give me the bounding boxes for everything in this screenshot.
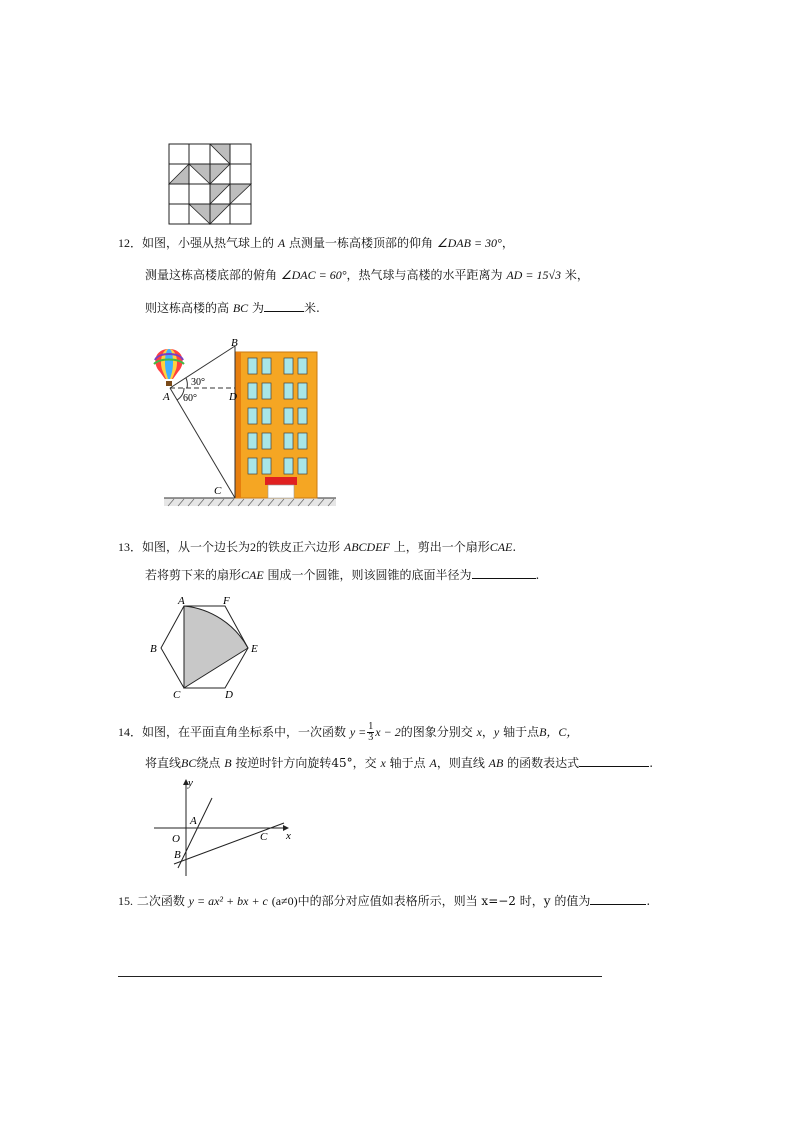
label-D: D	[229, 391, 237, 403]
q13-line-1	[118, 539, 516, 555]
q14-func-lhs: y =	[349, 725, 367, 739]
label-y: y	[188, 777, 193, 789]
q14-text: 将直线	[145, 756, 182, 770]
q14-line-2	[145, 754, 653, 771]
q12-building-figure	[150, 334, 340, 509]
label-C: C	[260, 831, 268, 843]
q13-text: .	[512, 540, 517, 554]
q14-point-A: A	[429, 756, 437, 770]
q14-var-x: x	[380, 756, 386, 770]
q13-text: 的铁皮正六边形	[256, 540, 341, 554]
label-C: C	[173, 689, 181, 701]
q13-side-length: 2	[250, 540, 257, 554]
fraction-numerator: 1	[368, 721, 374, 732]
q12-text: 米.	[304, 301, 320, 315]
q12-number: 12．	[118, 236, 143, 250]
q15-line-1	[118, 892, 650, 909]
q14-points-BC: B，C，	[539, 725, 579, 739]
q12-answer-blank[interactable]	[264, 299, 304, 312]
q14-text: 的图象分别交	[400, 725, 473, 739]
q15-condition: (a≠0)	[271, 894, 298, 908]
q14-fraction	[367, 722, 374, 743]
label-C: C	[214, 485, 222, 497]
q12-text: 为	[252, 301, 265, 315]
q15-answer-blank[interactable]	[590, 892, 646, 905]
sector-CAE	[184, 606, 248, 688]
q15-text: 中的部分对应值如表格所示，则当 x=−2 时，y 的值为	[297, 894, 591, 908]
label-A: A	[190, 815, 197, 827]
q13-answer-blank[interactable]	[472, 566, 536, 579]
q12-text: ，热气球与高楼的水平距离为	[346, 268, 503, 282]
q15-text: .	[646, 894, 651, 908]
label-angle-30: 30°	[191, 377, 205, 388]
q12-angle-DAC: ∠DAC = 60°	[280, 268, 347, 282]
label-B: B	[150, 643, 157, 655]
q14-point-B: B	[224, 756, 232, 770]
q14-text: ，则直线	[436, 756, 485, 770]
q12-line-2	[145, 267, 589, 283]
q13-text: .	[535, 568, 540, 582]
q14-var-x: x	[476, 725, 482, 739]
q12-point-A: A	[277, 236, 286, 250]
q14-answer-blank[interactable]	[579, 754, 649, 767]
label-B: B	[231, 337, 238, 349]
label-B: B	[174, 849, 181, 861]
q15-quadratic: y = ax² + bx + c	[188, 894, 268, 908]
building	[235, 352, 317, 498]
label-O: O	[172, 833, 180, 845]
q15-text: 二次函数	[136, 894, 185, 908]
label-F: F	[223, 595, 230, 607]
q12-text: ，	[501, 236, 514, 250]
q12-line-3	[145, 299, 320, 316]
q11-grid-figure	[168, 143, 256, 225]
q14-func-rhs: x − 2	[375, 725, 401, 739]
q14-line-AB: AB	[488, 756, 504, 770]
fraction-denominator: 3	[368, 732, 374, 743]
q12-text: 如图，小强从热气球上的	[142, 236, 275, 250]
q14-text: 如图，在平面直角坐标系中，一次函数	[142, 725, 347, 739]
q14-var-y: y	[493, 725, 500, 739]
q13-text: 若将剪下来的扇形	[145, 568, 242, 582]
q13-sector-name: CAE	[241, 568, 264, 582]
q13-sector-name: CAE	[489, 540, 513, 554]
label-A: A	[178, 595, 185, 607]
line-AB	[178, 798, 212, 868]
q13-line-2	[145, 566, 539, 583]
q14-text: .	[649, 756, 654, 770]
q12-line-1	[118, 235, 514, 251]
q14-line-1	[118, 722, 578, 743]
q13-hexagon-figure	[145, 592, 265, 704]
label-angle-60: 60°	[183, 393, 197, 404]
q14-line-BC: BC	[181, 756, 197, 770]
grid-lines	[169, 144, 251, 224]
q14-text: ，	[481, 725, 494, 739]
q13-text: 围成一个圆锥，则该圆锥的底面半径为	[267, 568, 472, 582]
q12-text: 点测量一栋高楼顶部的仰角	[289, 236, 434, 250]
q13-text: 上，剪出一个扇形	[393, 540, 490, 554]
label-A: A	[163, 391, 170, 403]
q12-distance-AD: AD = 15√3	[506, 268, 562, 282]
label-E: E	[251, 643, 258, 655]
q14-text: 绕点	[196, 756, 221, 770]
q14-number: 14．	[118, 725, 143, 739]
q12-segment-BC: BC	[232, 301, 249, 315]
q12-text: 测量这栋高楼底部的俯角	[145, 268, 278, 282]
q14-text: 的函数表达式	[507, 756, 580, 770]
q15-number: 15.	[118, 894, 133, 908]
hot-air-balloon	[154, 349, 184, 386]
ground	[164, 498, 336, 506]
label-D: D	[225, 689, 233, 701]
q14-text: 按逆时针方向旋转45°，交	[235, 756, 377, 770]
q13-hexagon-name: ABCDEF	[343, 540, 390, 554]
footer-rule	[118, 976, 602, 977]
q12-text: 则这栋高楼的高	[145, 301, 230, 315]
line-BC	[174, 823, 284, 864]
q13-text: 如图，从一个边长为	[142, 540, 251, 554]
q13-number: 13．	[118, 540, 143, 554]
q14-coordinate-figure	[150, 776, 300, 878]
q12-angle-DAB: ∠DAB = 30°	[436, 236, 502, 250]
q14-text: 轴于点	[503, 725, 540, 739]
label-x: x	[286, 830, 291, 842]
q12-text: 米，	[564, 268, 589, 282]
q14-text: 轴于点	[389, 756, 426, 770]
